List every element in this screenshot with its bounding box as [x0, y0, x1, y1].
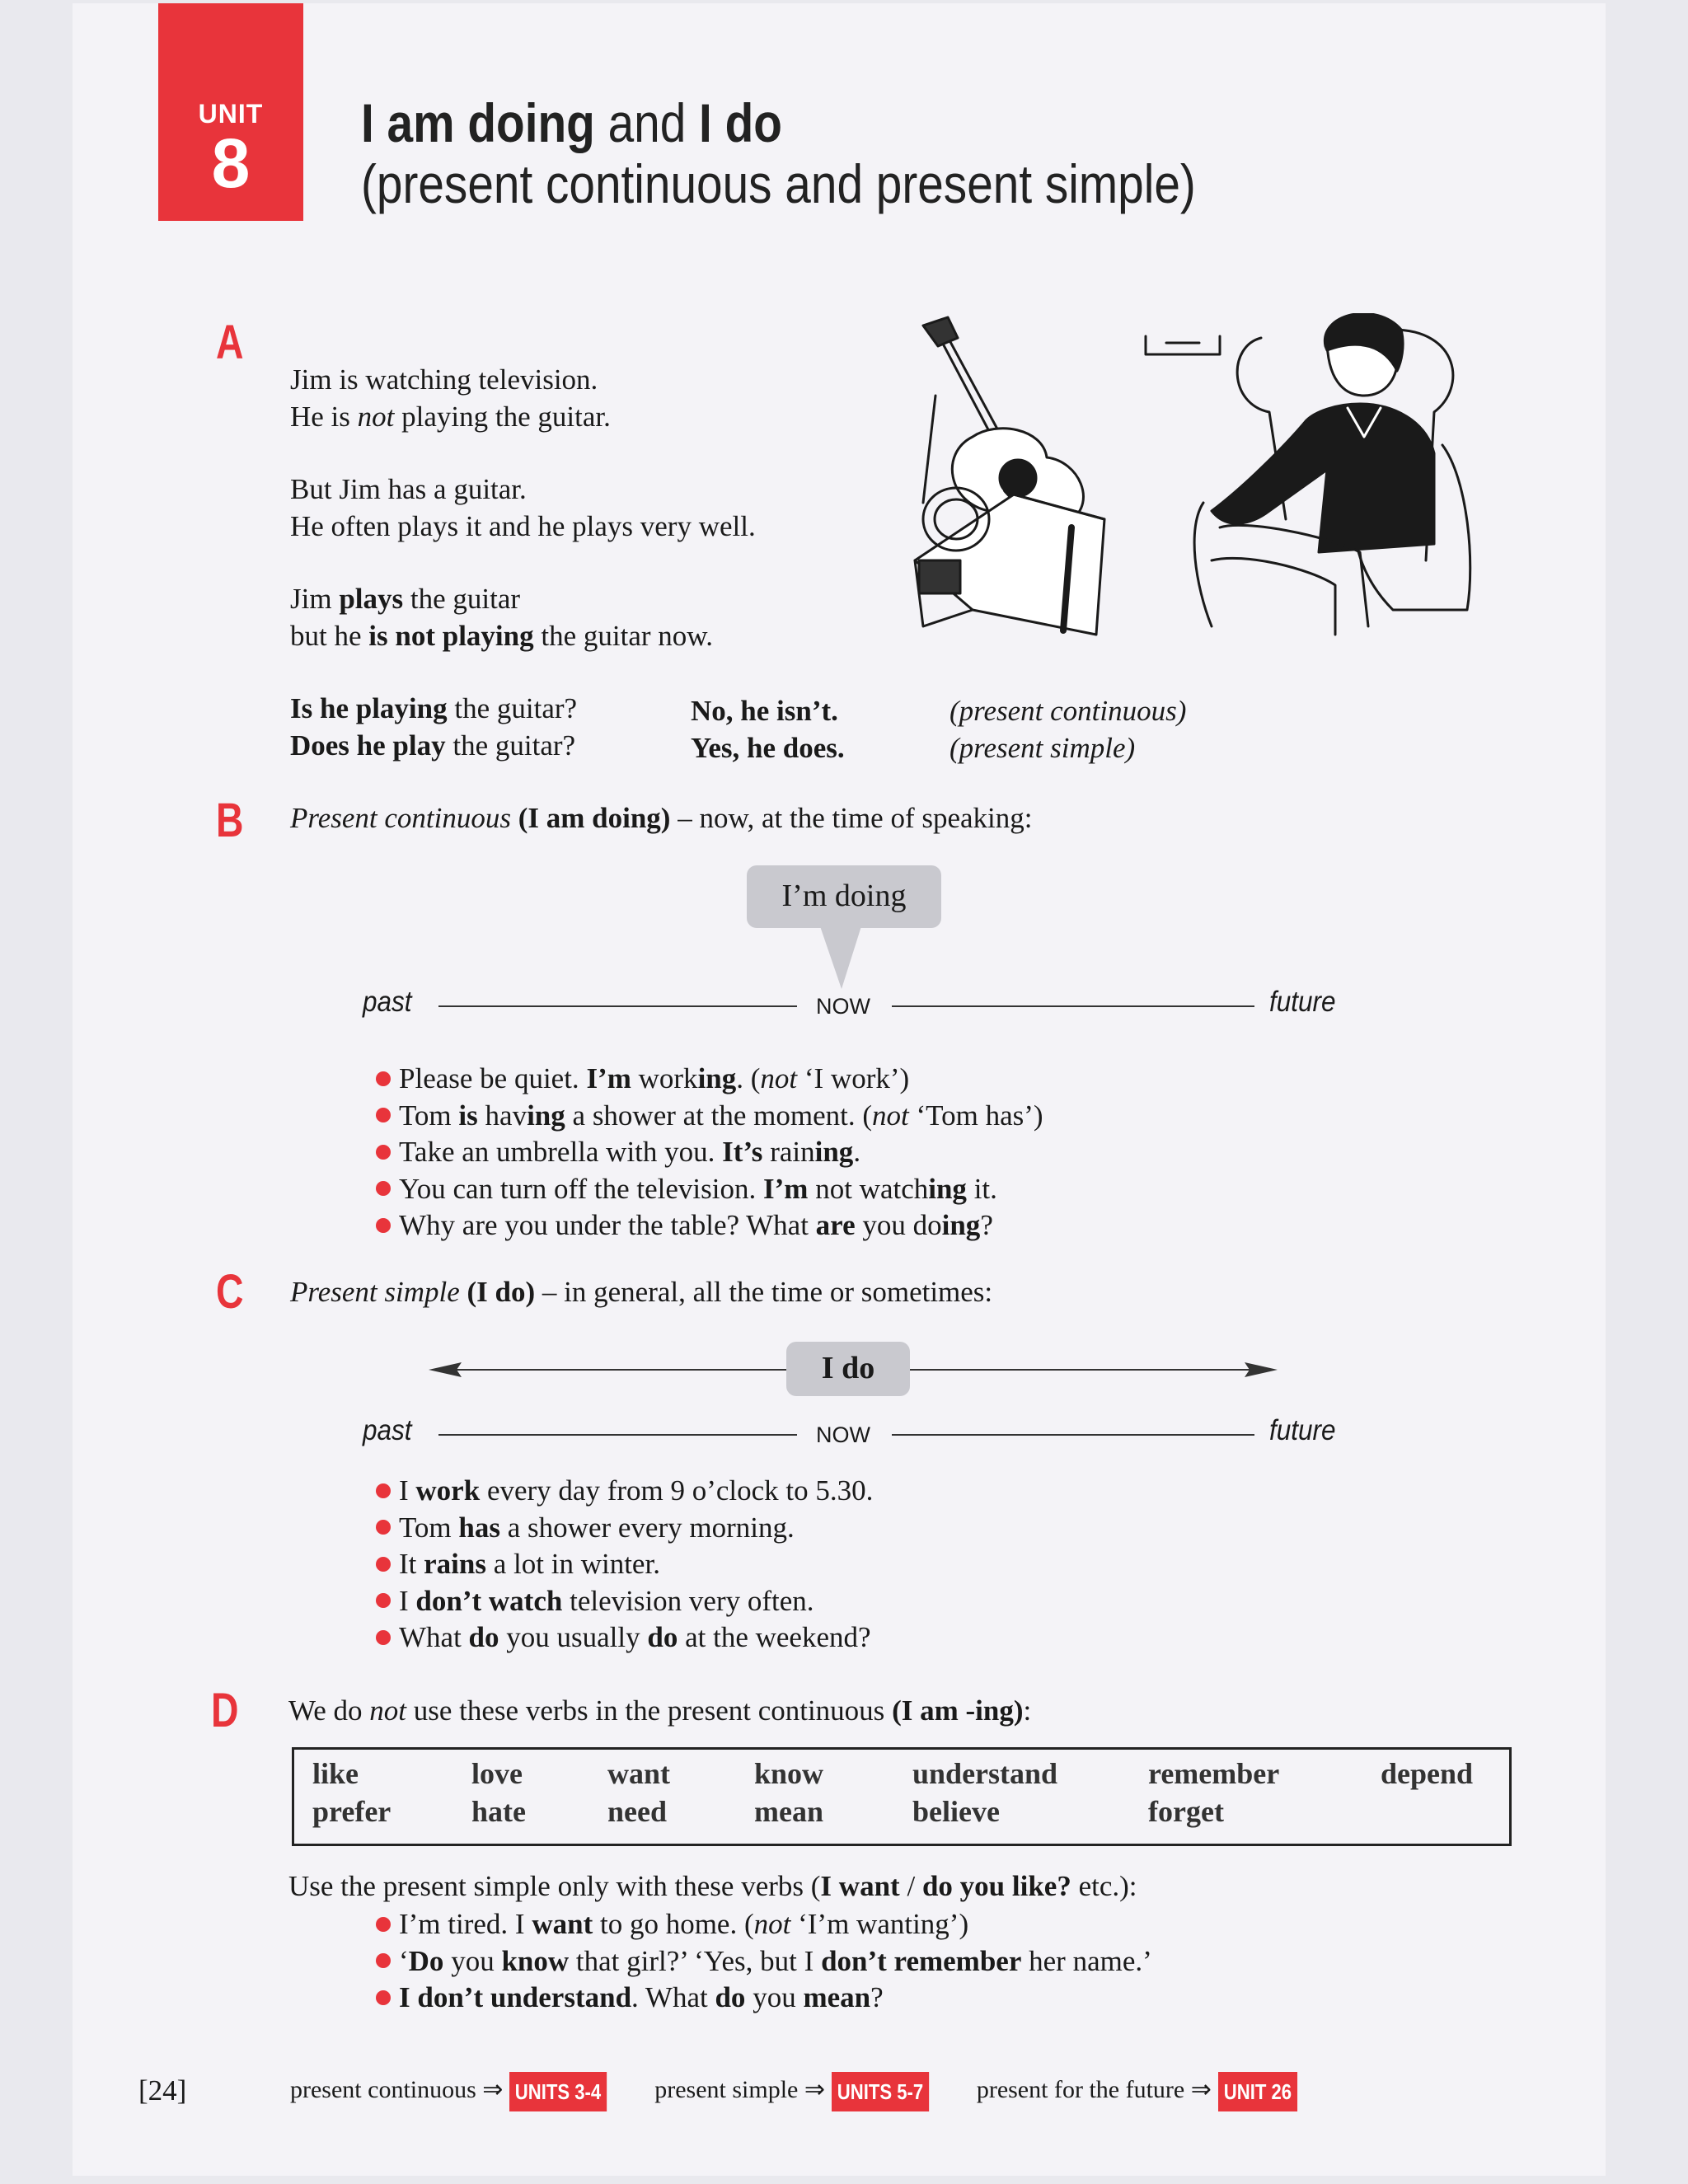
section-letter-c: C: [216, 1265, 244, 1319]
section-d-examples: [376, 1905, 1152, 2016]
title-continuous: I am doing: [361, 92, 595, 153]
list-item: I don’t watch television very often.: [376, 1582, 873, 1619]
timeline-now: NOW: [816, 994, 870, 1019]
list-item: I’m tired. I want to go home. (not ‘I’m wanting’): [376, 1905, 1152, 1943]
verb: remember: [1148, 1757, 1280, 1790]
list-item: Tom has a shower every morning.: [376, 1509, 873, 1546]
section-d-use: Use the present simple only with these verbs (I want / do you like? etc.):: [288, 1870, 1137, 1902]
unit-label: UNIT: [198, 99, 264, 129]
verb: forget: [1148, 1795, 1224, 1828]
ref-link-units-5-7[interactable]: UNITS 5-7: [832, 2072, 929, 2111]
verb: know: [754, 1757, 824, 1790]
ref-text: present simple ⇒: [654, 2076, 826, 2103]
text-line: He often plays it and he plays very well.: [290, 510, 756, 542]
unit-number: 8: [211, 124, 251, 202]
list-item: Please be quiet. I’m working. (not ‘I work’): [376, 1060, 1043, 1097]
ref-link-units-3-4[interactable]: UNITS 3-4: [509, 2072, 607, 2111]
speech-bubble-im-doing: I’m doing: [747, 865, 941, 928]
text-line: Does he play the guitar?: [290, 729, 576, 762]
section-letter-b: B: [216, 794, 244, 847]
verb: want: [607, 1757, 671, 1790]
list-item: I don’t understand. What do you mean?: [376, 1979, 1152, 2016]
verb: prefer: [312, 1795, 392, 1828]
text-line: Jim is watching television.: [290, 363, 598, 396]
text-line: Is he playing the guitar?: [290, 692, 578, 724]
ref-link-unit-26[interactable]: UNIT 26: [1218, 2072, 1297, 2111]
timeline-future: future: [1269, 1414, 1336, 1446]
section-letter-a: A: [216, 316, 244, 369]
title-simple: I do: [699, 92, 782, 153]
verb-list-box: [292, 1747, 1512, 1846]
verb: like: [312, 1757, 359, 1790]
answers: [691, 692, 845, 766]
page-title: [361, 92, 1196, 214]
cross-references: [290, 2072, 1311, 2111]
bubble-pointer: [820, 926, 861, 992]
label-i-do: I do: [786, 1342, 910, 1396]
title-and: and: [594, 92, 700, 153]
unit-badge: [158, 3, 303, 221]
timeline-line: [892, 1005, 1254, 1007]
list-item: ‘Do you know that girl?’ ‘Yes, but I don’t remember her name.’: [376, 1943, 1152, 1980]
list-item: It rains a lot in winter.: [376, 1545, 873, 1582]
section-c-intro: Present simple (I do) – in general, all the time or sometimes:: [290, 1276, 993, 1308]
list-item: What do you usually do at the weekend?: [376, 1619, 873, 1656]
timeline-future: future: [1269, 986, 1336, 1018]
verb: depend: [1381, 1757, 1474, 1790]
verb: understand: [912, 1757, 1058, 1790]
answer-no: No, he isn’t.: [691, 695, 838, 727]
timeline-line: [438, 1005, 797, 1007]
timeline-line: [438, 1434, 797, 1436]
section-a-text: [290, 361, 756, 764]
ref-text: present for the future ⇒: [976, 2076, 1212, 2103]
text-line: He is not playing the guitar.: [290, 401, 611, 433]
section-c-examples: [376, 1472, 873, 1656]
verb: hate: [471, 1795, 526, 1828]
text-line: but he is not playing the guitar now.: [290, 620, 714, 652]
label-simple: (present simple): [950, 732, 1136, 764]
section-letter-d: D: [211, 1684, 239, 1737]
page-number: [24]: [138, 2074, 187, 2107]
section-b-intro: Present continuous (I am doing) – now, at the time of speaking:: [290, 802, 1033, 834]
section-b-examples: [376, 1060, 1043, 1244]
label-continuous: (present continuous): [950, 695, 1187, 727]
list-item: Tom is having a shower at the moment. (not ‘Tom has’): [376, 1097, 1043, 1134]
tense-labels: [950, 692, 1186, 766]
list-item: Why are you under the table? What are you doing?: [376, 1207, 1043, 1244]
timeline-past: past: [363, 986, 412, 1018]
section-d-intro: We do not use these verbs in the present continuous (I am -ing):: [288, 1694, 1032, 1727]
text-line: But Jim has a guitar.: [290, 473, 527, 505]
list-item: Take an umbrella with you. It’s raining.: [376, 1133, 1043, 1170]
title-subtitle: (present continuous and present simple): [361, 153, 1196, 214]
verb: mean: [754, 1795, 823, 1828]
verb: need: [607, 1795, 667, 1828]
man-watching-tv-with-guitar-illustration: [898, 313, 1475, 643]
timeline-line: [892, 1434, 1254, 1436]
list-item: I work every day from 9 o’clock to 5.30.: [376, 1472, 873, 1509]
answer-yes: Yes, he does.: [691, 732, 845, 764]
list-item: You can turn off the television. I’m not watching it.: [376, 1170, 1043, 1207]
verb: believe: [912, 1795, 1000, 1828]
text-line: Jim plays the guitar: [290, 583, 521, 615]
verb: love: [471, 1757, 523, 1790]
timeline-now: NOW: [816, 1422, 870, 1447]
timeline-past: past: [363, 1414, 412, 1446]
ref-text: present continuous ⇒: [290, 2076, 504, 2103]
